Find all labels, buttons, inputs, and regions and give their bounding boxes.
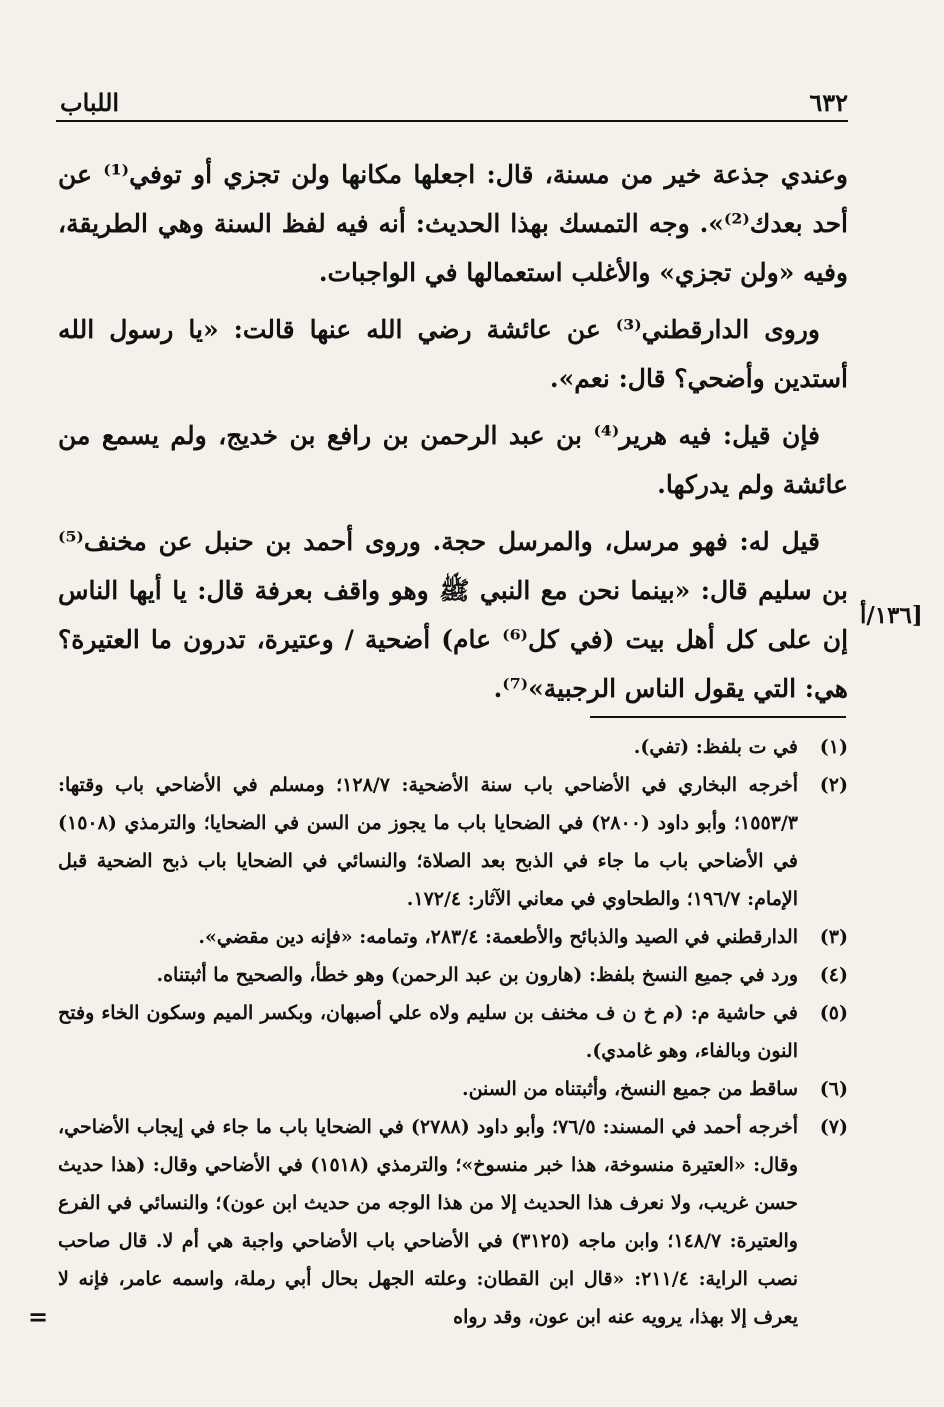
footnote-text: في ت بلفظ: (تفي).: [633, 736, 798, 758]
footnote-text: في حاشية م: (م خ ن ف مخنف بن سليم ولاه علي أصبهان، وبكسر الميم وسكون الخاء وفتح النون وبالفاء، وهو غامدي).: [58, 1002, 798, 1062]
main-text: [58, 150, 848, 721]
footnotes: [58, 728, 848, 1336]
paragraph: وعندي جذعة خير من مسنة، قال: اجعلها مكانها ولن تجزي أو توفي⁽¹⁾ عن أحد بعدك⁽²⁾». وجه التمسك بهذا الحديث: أنه فيه لفظ السنة وهي الطريقة، وفيه «ولن تجزي» والأغلب استعمالها في الواجبات.: [58, 160, 849, 287]
footnote-item: [58, 728, 848, 766]
footnote-text: أخرجه البخاري في الأضاحي باب سنة الأضحية: ١٢٨/٧؛ ومسلم في الأضاحي باب وقتها: ١٥٥٣/٣؛ وأبو داود (٢٨٠٠) في الضحايا باب ما يجوز من السن في الضحايا؛ والترمذي (١٥٠٨) في الأضاحي باب ما جاء في الذبح بعد الصلاة؛ والنسائي في الضحايا باب ذبح الضحية قبل الإمام: ١٩٦/٧؛ والطحاوي في معاني الآثار: ١٧٢/٤.: [58, 774, 799, 910]
footnote-text: الدارقطني في الصيد والذبائح والأطعمة: ٢٨٣/٤، وتمامه: «فإنه دين مقضي».: [198, 926, 798, 948]
footnote-number: (٣): [819, 926, 848, 948]
footnote-number: (٥): [819, 1002, 848, 1024]
footnote-separator: [590, 716, 846, 718]
continuation-mark: =: [28, 1302, 49, 1331]
page-number: ٦٣٢: [809, 87, 848, 117]
footnote-item: [58, 918, 848, 956]
footnote-number: (٧): [819, 1116, 848, 1138]
footnote-number: (٢): [819, 774, 848, 796]
footnote-number: (٦): [819, 1078, 848, 1100]
paragraph: قيل له: فهو مرسل، والمرسل حجة. وروى أحمد بن حنبل عن مخنف⁽⁵⁾ بن سليم قال: «بينما نحن مع النبي ﷺ وهو واقف بعرفة قال: يا أيها الناس إن على كل أهل بيت (في كل⁽⁶⁾ عام) أضحية / وعتيرة، تدرون ما العتيرة؟ هي: التي يقول الناس الرجبية»⁽⁷⁾.: [58, 527, 849, 703]
footnote-number: (٤): [819, 964, 848, 986]
book-title: اللباب: [60, 87, 120, 117]
footnote-item: [58, 956, 848, 994]
marginal-folio-note: ١٣٦/أ]: [860, 602, 923, 629]
footnote-item: [58, 766, 848, 918]
header-rule: [56, 120, 848, 122]
paragraph: وروى الدارقطني⁽³⁾ عن عائشة رضي الله عنها قالت: «يا رسول الله أستدين وأضحي؟ قال: نعم».: [58, 315, 848, 393]
footnote-text: ساقط من جميع النسخ، وأثبتناه من السنن.: [461, 1078, 798, 1100]
footnote-text: أخرجه أحمد في المسند: ٧٦/٥؛ وأبو داود (٢٧٨٨) في الضحايا باب ما جاء في إيجاب الأضاحي، وقال: «العتيرة منسوخة، هذا خبر منسوخ»؛ والترمذي (١٥١٨) في الأضاحي وقال: (هذا حديث حسن غريب، ولا نعرف هذا الحديث إلا من هذا الوجه من حديث ابن عون)؛ والنسائي في الفرع والعتيرة: ١٤٨/٧؛ وابن ماجه (٣١٢٥) في الأضاحي باب الأضاحي واجبة هي أم لا. قال صاحب نصب الراية: ٢١١/٤: «قال ابن القطان: وعلته الجهل بحال أبي رملة، واسمه عامر، فإنه لا يعرف إلا بهذا، يرويه عنه ابن عون، وقد رواه: [58, 1116, 798, 1328]
footnote-item: [58, 994, 848, 1070]
page-header: [60, 88, 848, 116]
footnote-text: ورد في جميع النسخ بلفظ: (هارون بن عبد الرحمن) وهو خطأ، والصحيح ما أثبتناه.: [156, 964, 798, 986]
paragraph: فإن قيل: فيه هرير⁽⁴⁾ بن عبد الرحمن بن رافع بن خديج، ولم يسمع من عائشة ولم يدركها.: [58, 421, 848, 499]
footnote-item: [58, 1108, 848, 1336]
footnote-number: (١): [819, 736, 848, 758]
footnote-item: [58, 1070, 848, 1108]
